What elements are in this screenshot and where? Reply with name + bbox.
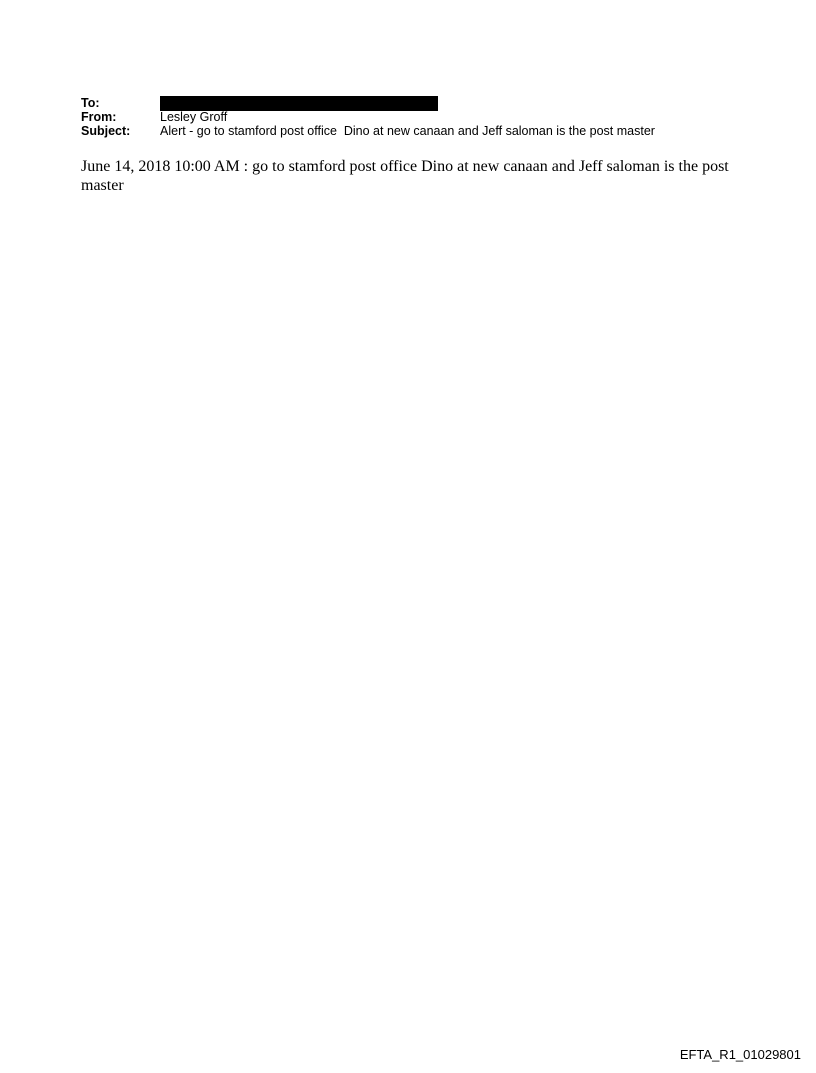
email-body: June 14, 2018 10:00 AM : go to stamford post office Dino at new canaan and Jeff saloman is the post master <box>81 158 729 194</box>
from-value: Lesley Groff <box>160 110 228 124</box>
document-id: EFTA_R1_01029801 <box>679 1047 801 1062</box>
from-label: From: <box>81 110 117 124</box>
subject-label: Subject: <box>81 124 131 138</box>
to-label: To: <box>81 96 100 110</box>
redaction-box <box>160 96 438 111</box>
to-row <box>81 96 655 110</box>
email-header <box>81 96 655 138</box>
subject-value: Alert - go to stamford post office Dino at new canaan and Jeff saloman is the post master <box>160 124 655 138</box>
subject-row <box>81 124 655 138</box>
